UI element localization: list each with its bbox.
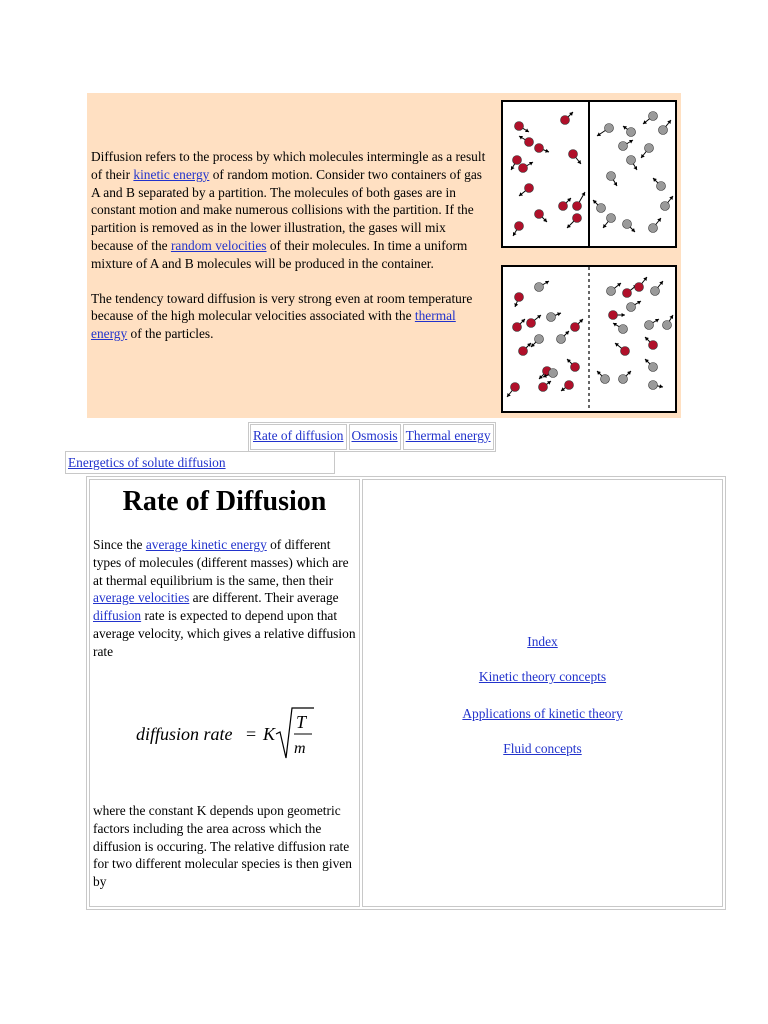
molecule [531, 335, 544, 348]
applications-kinetic-theory-link[interactable]: Applications of kinetic theory [462, 706, 623, 721]
molecule [607, 283, 622, 296]
diffusion-rate-formula [136, 702, 316, 764]
molecule [659, 120, 672, 135]
topic-nav [248, 422, 496, 452]
mixing-container-diagram [501, 265, 677, 413]
constant-paragraph: where the constant K depends upon geometric factors including the area across which the diffusion is occuring. The relative diffusion rate for two different molecular species is then given by [93, 803, 352, 890]
molecule [561, 112, 574, 125]
molecule [513, 319, 526, 332]
page-title: Rate of Diffusion [122, 486, 327, 517]
body-text-part: are different. Their average [189, 590, 339, 606]
kinetic-theory-concepts-link[interactable]: Kinetic theory concepts [478, 669, 607, 684]
body-text-part: rate is expected to depend upon that average velocity, which gives a relative diffusion rate [93, 608, 356, 659]
partitioned-container-diagram [501, 100, 677, 248]
nav-cell-osmosis [349, 424, 401, 450]
molecule [641, 144, 654, 159]
intro-text-part: The tendency toward diffusion is very strong even at room temperature because of the high molecular velocities associated with the [91, 290, 473, 324]
index-link[interactable]: Index [527, 634, 558, 649]
intro-paragraph [93, 536, 361, 661]
average-kinetic-energy-link[interactable]: average kinetic energy [145, 537, 267, 552]
intro-panel [87, 93, 681, 418]
molecule [635, 277, 648, 292]
average-velocities-link[interactable]: average velocities [93, 590, 190, 606]
molecule [643, 112, 658, 125]
molecule [607, 172, 618, 187]
molecule [535, 281, 550, 292]
nav-cell-rate [250, 424, 347, 450]
osmosis-link[interactable]: Osmosis [351, 428, 398, 443]
molecule [603, 214, 616, 229]
molecule [567, 214, 582, 229]
molecule [519, 136, 534, 147]
molecule [649, 381, 664, 390]
molecule [623, 220, 636, 233]
intro-text-part: Diffusion refers to the process by which molecules intermingle as a result of their [91, 149, 486, 182]
formula-constant: K [263, 724, 276, 744]
molecule [519, 184, 534, 197]
molecule [513, 222, 524, 237]
molecule [514, 293, 523, 308]
molecule [573, 192, 586, 211]
molecule [653, 178, 666, 191]
formula-equals: = [246, 724, 257, 744]
molecule [539, 381, 552, 392]
rate-of-diffusion-link[interactable]: Rate of diffusion [253, 428, 344, 443]
links-cell [362, 479, 723, 907]
thermal-energy-link[interactable]: thermal energy [91, 308, 456, 342]
random-velocities-link[interactable]: random velocities [170, 237, 267, 253]
molecule [661, 196, 674, 211]
molecule [623, 126, 636, 137]
intro-paragraph-1 [91, 148, 491, 273]
molecule [597, 124, 614, 137]
molecule [615, 343, 630, 356]
molecule [627, 156, 638, 171]
molecule [613, 323, 628, 334]
molecule [645, 359, 658, 372]
molecule [559, 198, 572, 211]
molecule [593, 200, 606, 213]
index-link-row [363, 634, 722, 650]
main-table [86, 476, 726, 910]
molecule [627, 301, 642, 312]
fluid-link-row [363, 741, 722, 757]
molecule [609, 311, 626, 320]
formula-numerator: T [296, 712, 307, 732]
molecule [519, 162, 534, 173]
molecule [561, 381, 574, 392]
intro-paragraph-2 [91, 290, 491, 343]
energetics-cell [65, 451, 335, 474]
molecules-mixing-illustration [503, 267, 675, 411]
molecule [535, 210, 548, 223]
molecule [515, 122, 530, 133]
diffusion-link[interactable]: diffusion [93, 608, 142, 624]
molecule [649, 218, 662, 233]
molecule [597, 371, 610, 384]
molecules-separated-illustration [503, 102, 675, 246]
apps-link-row [363, 706, 722, 722]
molecule [663, 315, 674, 330]
formula-denominator: m [294, 740, 306, 757]
energetics-link[interactable]: Energetics of solute diffusion [68, 455, 226, 470]
molecule [557, 331, 570, 344]
molecule [527, 315, 542, 328]
molecule [619, 140, 634, 151]
molecule [567, 359, 580, 372]
intro-text [91, 148, 491, 360]
body-text-part: of different types of molecules (different masses) which are at thermal equilibrium is the same, then their [93, 537, 349, 588]
thermal-energy-nav-link[interactable]: Thermal energy [405, 428, 491, 443]
molecule [651, 281, 664, 296]
fluid-concepts-link[interactable]: Fluid concepts [503, 741, 582, 756]
molecule [571, 319, 584, 332]
molecule [645, 319, 660, 330]
body-text-part: Since the [93, 537, 146, 552]
kinetic-link-row [363, 669, 722, 685]
intro-text-part: of random motion. Consider two containers of gas A and B separated by a partition. The molecules of both gases are in constant motion and make numerous collisions with the partition. If the partition is removed as in the lower illustration, the gases will mix because of the [91, 166, 482, 253]
content-cell [89, 479, 360, 907]
molecule [619, 371, 632, 384]
molecule [519, 343, 532, 356]
molecule [507, 383, 520, 398]
molecule [645, 337, 658, 350]
molecule [535, 144, 550, 153]
intro-text-part: of the particles. [127, 326, 214, 342]
kinetic-energy-link[interactable]: kinetic energy [133, 166, 210, 182]
intro-text-part: of their molecules. In time a uniform mixture of A and B molecules will be produced in the container. [91, 237, 468, 271]
molecule [569, 150, 582, 165]
formula-lhs: diffusion rate [136, 724, 233, 744]
nav-cell-thermal [403, 424, 494, 450]
molecule [547, 312, 562, 321]
